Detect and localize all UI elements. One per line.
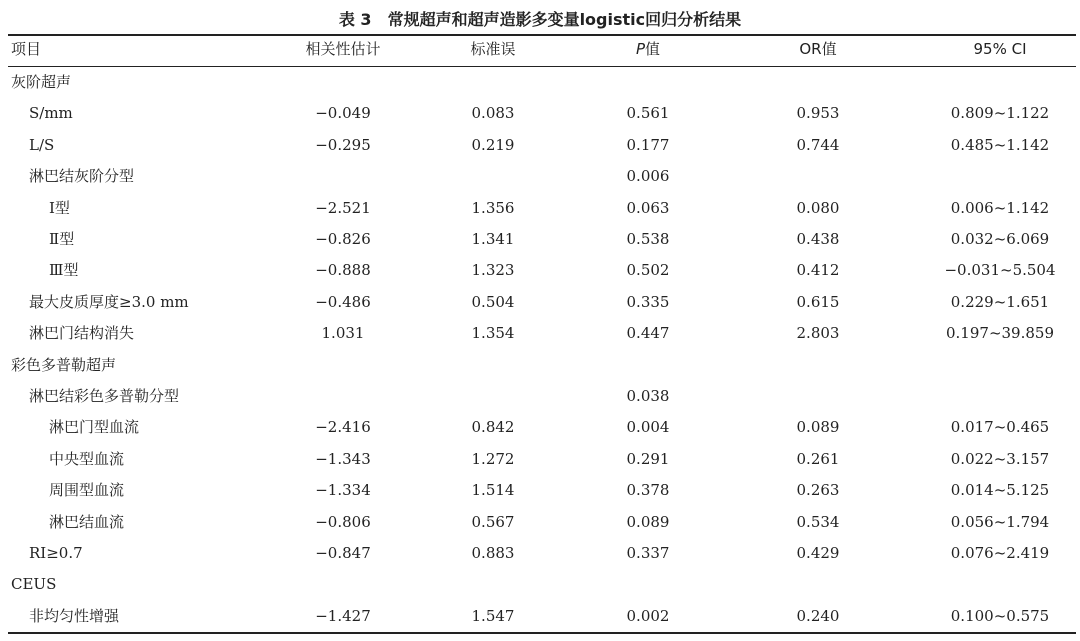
- row-p: [568, 569, 728, 600]
- row-or: [728, 161, 908, 192]
- row-se: 1.354: [471, 324, 515, 343]
- row-or: 0.263: [796, 481, 840, 500]
- row-ci: 0.229~1.651: [950, 292, 1050, 311]
- row-or: 0.438: [796, 230, 840, 248]
- row-ci: 0.809~1.122: [950, 104, 1050, 123]
- row-coef: −0.806: [315, 512, 371, 531]
- table-row: [8, 412, 1076, 443]
- row-se: 1.514: [471, 481, 515, 500]
- row-ci: 0.485~1.142: [950, 135, 1050, 154]
- row-se: 0.567: [471, 512, 515, 531]
- row-se: 0.883: [471, 544, 515, 562]
- table-row: [8, 287, 1076, 318]
- table-row: [8, 444, 1076, 475]
- row-coef: −1.343: [315, 449, 371, 468]
- header-p-italic: P: [635, 40, 646, 58]
- table-row: [8, 130, 1076, 161]
- header-coef: 相关性估计: [305, 40, 381, 58]
- row-p: 0.561: [626, 104, 670, 123]
- row-ci: [908, 350, 1080, 381]
- row-coef: [268, 67, 418, 98]
- row-se: [418, 350, 568, 381]
- row-item: 淋巴门结构消失: [29, 324, 135, 343]
- row-ci: 0.032~6.069: [950, 230, 1050, 248]
- table-row: [8, 381, 1076, 412]
- row-p: 0.378: [626, 481, 670, 500]
- row-se: 0.083: [471, 104, 515, 123]
- bottom-rule: [8, 632, 1076, 634]
- row-or: 0.240: [796, 606, 840, 625]
- row-item: 灰阶超声: [11, 73, 72, 91]
- row-item: 彩色多普勒超声: [11, 355, 117, 374]
- row-coef: −0.847: [315, 544, 371, 562]
- row-or: 2.803: [796, 324, 840, 343]
- row-se: 1.341: [471, 230, 515, 248]
- row-item: Ⅰ型: [49, 198, 70, 217]
- table-row: [8, 601, 1076, 632]
- row-p: 0.502: [626, 261, 670, 280]
- row-coef: −0.888: [315, 261, 371, 280]
- row-or: 0.953: [796, 104, 840, 123]
- row-se: 0.504: [471, 292, 515, 311]
- row-or: [728, 381, 908, 412]
- row-or: 0.744: [796, 135, 840, 154]
- row-or: 0.429: [796, 544, 840, 562]
- row-coef: −2.521: [315, 198, 371, 217]
- table-row: [8, 475, 1076, 506]
- row-item: L/S: [29, 135, 55, 154]
- row-ci: 0.100~0.575: [950, 606, 1050, 625]
- row-item: Ⅲ型: [49, 261, 79, 280]
- row-p: 0.447: [626, 324, 670, 343]
- row-ci: 0.022~3.157: [950, 449, 1050, 468]
- row-ci: [908, 67, 1080, 98]
- table-title: 表 3 常规超声和超声造影多变量logistic回归分析结果: [338, 10, 742, 29]
- row-or: 0.080: [796, 198, 840, 217]
- table-row: [8, 224, 1076, 255]
- row-coef: [268, 381, 418, 412]
- row-ci: 0.197~39.859: [946, 324, 1054, 343]
- row-p: [568, 350, 728, 381]
- row-or: [728, 67, 908, 98]
- row-or: [728, 569, 908, 600]
- row-p: 0.291: [626, 449, 670, 468]
- row-item: CEUS: [11, 575, 57, 594]
- row-or: 0.089: [796, 418, 840, 437]
- row-item: 淋巴结灰阶分型: [29, 167, 135, 186]
- row-ci: [908, 569, 1080, 600]
- row-se: [418, 67, 568, 98]
- row-ci: [908, 381, 1080, 412]
- row-se: 1.323: [471, 261, 515, 280]
- row-item: RI≥0.7: [29, 544, 83, 562]
- table-row: [8, 318, 1076, 349]
- table-header: [8, 34, 1076, 65]
- table-row: [8, 569, 1076, 600]
- row-p: 0.538: [626, 230, 670, 248]
- row-coef: −2.416: [315, 418, 371, 437]
- row-se: 0.219: [471, 135, 515, 154]
- row-p: 0.006: [626, 167, 670, 186]
- row-or: 0.534: [796, 512, 840, 531]
- row-coef: 1.031: [321, 324, 365, 343]
- row-coef: −0.295: [315, 135, 371, 154]
- row-item: 非均匀性增强: [29, 606, 120, 625]
- row-p: 0.063: [626, 198, 670, 217]
- row-item: 淋巴门型血流: [49, 418, 140, 437]
- row-p: 0.337: [626, 544, 670, 562]
- row-coef: [268, 350, 418, 381]
- row-item: 最大皮质厚度≥3.0 mm: [29, 292, 189, 311]
- row-se: 1.356: [471, 198, 515, 217]
- row-or: 0.412: [796, 261, 840, 280]
- row-ci: 0.076~2.419: [950, 544, 1050, 562]
- row-se: 1.272: [471, 449, 515, 468]
- table-row: [8, 507, 1076, 538]
- row-p: 0.038: [626, 387, 670, 405]
- row-p: 0.177: [626, 135, 670, 154]
- table-row: [8, 255, 1076, 286]
- row-coef: [268, 161, 418, 192]
- row-p: [568, 67, 728, 98]
- table-row: [8, 98, 1076, 129]
- row-ci: 0.014~5.125: [950, 481, 1050, 500]
- header-se: 标准误: [470, 40, 516, 58]
- row-ci: [908, 161, 1080, 192]
- table-row: [8, 161, 1076, 192]
- row-se: [418, 381, 568, 412]
- header-p-suffix: 值: [645, 40, 661, 58]
- header-or: OR值: [799, 40, 837, 58]
- row-coef: −0.049: [315, 104, 371, 123]
- row-p: 0.335: [626, 292, 670, 311]
- row-p: 0.002: [626, 606, 670, 625]
- row-ci: −0.031~5.504: [944, 261, 1056, 280]
- row-coef: −0.826: [315, 230, 371, 248]
- row-se: [418, 161, 568, 192]
- table-row: [8, 193, 1076, 224]
- table-row: [8, 67, 1076, 98]
- table-row: [8, 538, 1076, 569]
- row-item: Ⅱ型: [49, 230, 75, 248]
- row-item: S/mm: [29, 104, 73, 123]
- row-se: 0.842: [471, 418, 515, 437]
- header-item: 项目: [11, 40, 42, 58]
- row-item: 周围型血流: [49, 481, 125, 500]
- row-ci: 0.017~0.465: [950, 418, 1050, 437]
- row-item: 淋巴结血流: [49, 512, 125, 531]
- row-p: 0.004: [626, 418, 670, 437]
- header-p: [568, 34, 728, 65]
- row-item: 中央型血流: [49, 449, 125, 468]
- row-ci: 0.006~1.142: [950, 198, 1050, 217]
- row-or: 0.261: [796, 449, 840, 468]
- row-or: 0.615: [796, 292, 840, 311]
- row-coef: [268, 569, 418, 600]
- row-se: [418, 569, 568, 600]
- header-ci: 95% CI: [973, 40, 1027, 58]
- row-ci: 0.056~1.794: [950, 512, 1050, 531]
- table-row: [8, 350, 1076, 381]
- row-se: 1.547: [471, 606, 515, 625]
- row-coef: −1.334: [315, 481, 371, 500]
- row-item: 淋巴结彩色多普勒分型: [29, 387, 180, 405]
- row-coef: −1.427: [315, 606, 371, 625]
- row-or: [728, 350, 908, 381]
- row-coef: −0.486: [315, 292, 371, 311]
- row-p: 0.089: [626, 512, 670, 531]
